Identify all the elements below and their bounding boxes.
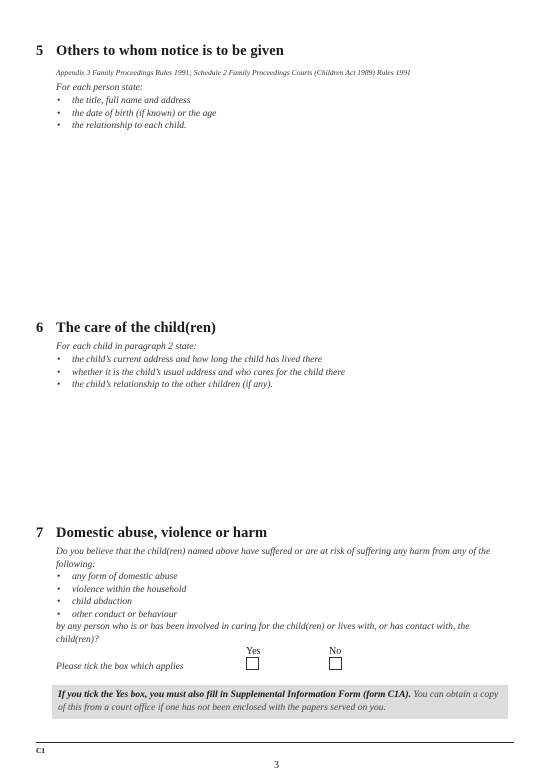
- tick-instruction: Please tick the box which applies: [56, 661, 184, 672]
- yes-label: Yes: [246, 646, 261, 657]
- list-item: • the title, full name and address: [56, 95, 216, 108]
- c1a-notice-box: [52, 685, 508, 719]
- section-6-number: 6: [36, 320, 44, 336]
- section-7-intro: Do you believe that the child(ren) named above have suffered or are at risk of suffering any harm from any of the following:: [56, 546, 491, 570]
- form-code: C1: [36, 746, 46, 755]
- list-item: • the child’s current address and how long the child has lived there: [56, 354, 345, 367]
- notice-text: You can obtain a copy of this from a court office if one has not been enclosed with the papers served on you.: [58, 689, 499, 713]
- footer-divider: [36, 742, 514, 743]
- no-checkbox[interactable]: [329, 657, 342, 670]
- section-6-heading: [36, 320, 216, 337]
- no-label: No: [329, 646, 342, 657]
- page-number: 3: [274, 760, 279, 771]
- section-5-heading: [36, 43, 284, 60]
- section-7-title: Domestic abuse, violence or harm: [56, 525, 268, 541]
- notice-emphasis: If you tick the Yes box, you must also fill in Supplemental Information Form (form C1A).: [58, 689, 411, 700]
- section-6-title: The care of the child(ren): [56, 320, 216, 336]
- list-item: • the relationship to each child.: [56, 120, 216, 133]
- yes-checkbox[interactable]: [246, 657, 259, 670]
- list-item: • the date of birth (if known) or the age: [56, 108, 216, 121]
- section-5-list: [56, 95, 216, 133]
- section-6-intro: For each child in paragraph 2 state:: [56, 341, 197, 352]
- list-item: • child abduction: [56, 596, 186, 609]
- section-7-heading: [36, 525, 267, 542]
- section-7-list: [56, 571, 186, 621]
- section-5-intro: For each person state:: [56, 82, 144, 93]
- section-6-list: [56, 354, 345, 392]
- section-5-reference: Appendix 3 Family Proceedings Rules 1991; Schedule 2 Family Proceedings Courts (Children Act 1989) Rules 1991: [56, 68, 411, 77]
- section-7-followup: by any person who is or has been involved in caring for the child(ren) or lives with, or has contact with, the child(ren)?: [56, 621, 470, 645]
- list-item: • whether it is the child’s usual address and who cares for the child there: [56, 367, 345, 380]
- section-5-number: 5: [36, 43, 44, 59]
- section-7-number: 7: [36, 525, 44, 541]
- list-item: • the child’s relationship to the other children (if any).: [56, 379, 345, 392]
- list-item: • any form of domestic abuse: [56, 571, 186, 584]
- section-5-title: Others to whom notice is to be given: [56, 43, 284, 59]
- list-item: • other conduct or behaviour: [56, 609, 186, 622]
- list-item: • violence within the household: [56, 584, 186, 597]
